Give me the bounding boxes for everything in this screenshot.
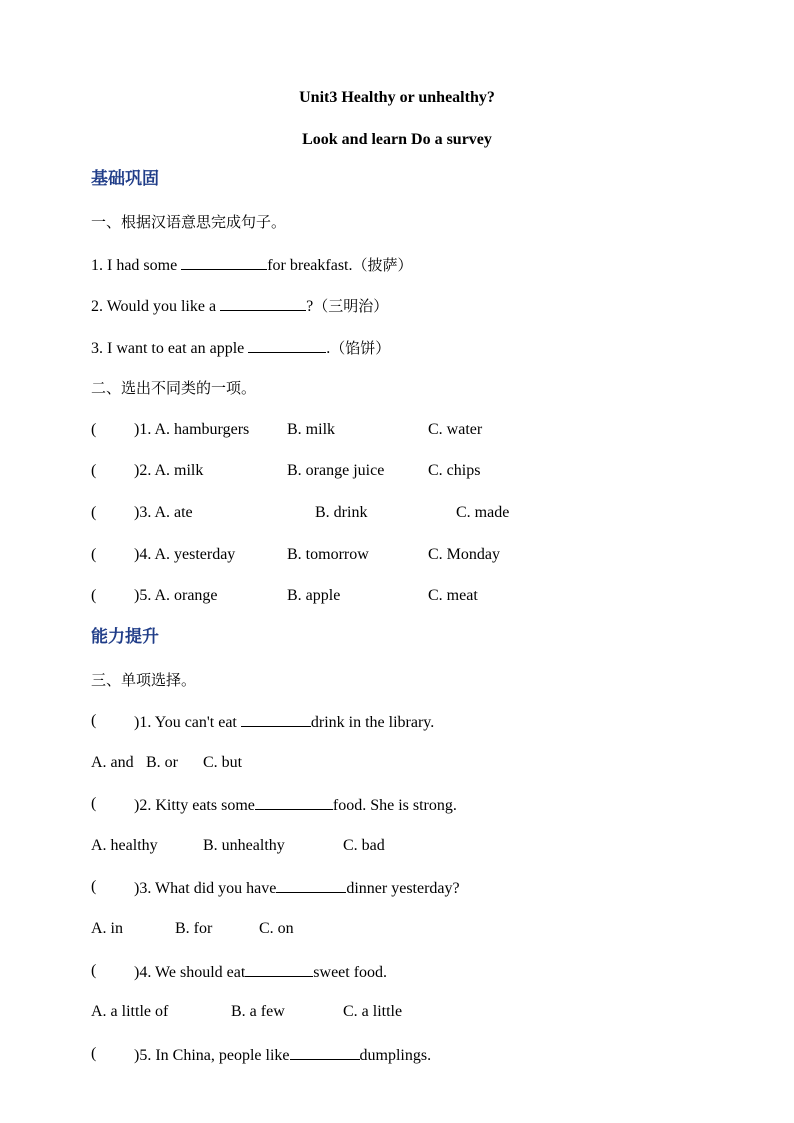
option-c: C. water [428, 421, 483, 438]
question-before: )3. What did you have [134, 880, 277, 897]
answer-blank[interactable] [248, 337, 326, 353]
option-a: )5. A. orange [134, 587, 218, 604]
option-b: B. a few [231, 1003, 285, 1020]
item-hint: （三明治） [313, 297, 389, 315]
answer-paren[interactable]: ( [91, 878, 97, 895]
option-b: B. orange juice [287, 462, 385, 479]
answer-blank[interactable] [290, 1044, 360, 1060]
part3-instruction: 三、单项选择。 [91, 671, 197, 689]
option-b: B. for [175, 920, 213, 937]
section-heading-advanced: 能力提升 [91, 627, 159, 646]
option-b: B. apple [287, 587, 341, 604]
answer-blank[interactable] [220, 295, 306, 311]
part2-instruction: 二、选出不同类的一项。 [91, 379, 257, 397]
question-text [134, 794, 457, 816]
question-after: dinner yesterday? [346, 880, 460, 897]
option-b: B. unhealthy [203, 837, 285, 854]
answer-paren[interactable]: ( [91, 587, 97, 604]
option-b: B. or [146, 754, 178, 771]
item-text: . [326, 340, 331, 357]
answer-blank[interactable] [181, 254, 267, 270]
answer-blank[interactable] [255, 794, 333, 810]
item-hint: （披萨） [352, 256, 413, 274]
answer-paren[interactable]: ( [91, 504, 97, 521]
option-a: )4. A. yesterday [134, 546, 236, 563]
question-before: )4. We should eat [134, 964, 246, 981]
option-a: )1. A. hamburgers [134, 421, 250, 438]
option-c: C. meat [428, 587, 478, 604]
list-item [91, 295, 388, 317]
item-text: ? [306, 298, 314, 315]
option-c: C. Monday [428, 546, 500, 563]
option-c: C. but [203, 754, 243, 771]
question-before: )2. Kitty eats some [134, 797, 255, 814]
question-text [134, 961, 387, 983]
option-c: C. bad [343, 837, 385, 854]
option-b: B. tomorrow [287, 546, 369, 563]
answer-paren[interactable]: ( [91, 1045, 97, 1062]
list-item [91, 337, 390, 359]
page-subtitle: Look and learn Do a survey [302, 131, 492, 148]
item-hint: （馅饼） [330, 339, 391, 357]
question-text [134, 877, 460, 899]
question-after: drink in the library. [310, 714, 435, 731]
answer-blank[interactable] [276, 877, 346, 893]
part1-instruction: 一、根据汉语意思完成句子。 [91, 213, 287, 231]
option-c: C. on [259, 920, 294, 937]
item-text: 3. I want to eat an apple [91, 340, 249, 357]
item-text: for breakfast. [267, 257, 353, 274]
question-after: dumplings. [359, 1047, 432, 1064]
option-c: C. a little [343, 1003, 403, 1020]
answer-paren[interactable]: ( [91, 962, 97, 979]
answer-paren[interactable]: ( [91, 712, 97, 729]
answer-paren[interactable]: ( [91, 462, 97, 479]
option-a: A. healthy [91, 837, 158, 854]
option-b: B. drink [315, 504, 368, 521]
answer-paren[interactable]: ( [91, 421, 97, 438]
option-a: )2. A. milk [134, 462, 204, 479]
question-after: food. She is strong. [332, 797, 457, 814]
option-a: A. a little of [91, 1003, 169, 1020]
question-after: sweet food. [313, 964, 388, 981]
option-c: C. made [456, 504, 510, 521]
answer-paren[interactable]: ( [91, 795, 97, 812]
option-a: A. in [91, 920, 123, 937]
section-heading-basic: 基础巩固 [91, 169, 159, 188]
list-item [91, 254, 413, 276]
option-b: B. milk [287, 421, 336, 438]
answer-paren[interactable]: ( [91, 546, 97, 563]
question-text [134, 1044, 431, 1066]
option-c: C. chips [428, 462, 481, 479]
item-text: 1. I had some [91, 257, 182, 274]
option-a: )3. A. ate [134, 504, 193, 521]
answer-blank[interactable] [241, 711, 311, 727]
question-text [134, 711, 434, 733]
item-text: 2. Would you like a [91, 298, 221, 315]
question-before: )1. You can't eat [134, 714, 241, 731]
page-title: Unit3 Healthy or unhealthy? [299, 89, 495, 106]
option-a: A. and [91, 754, 134, 771]
question-before: )5. In China, people like [134, 1047, 290, 1064]
answer-blank[interactable] [245, 961, 313, 977]
